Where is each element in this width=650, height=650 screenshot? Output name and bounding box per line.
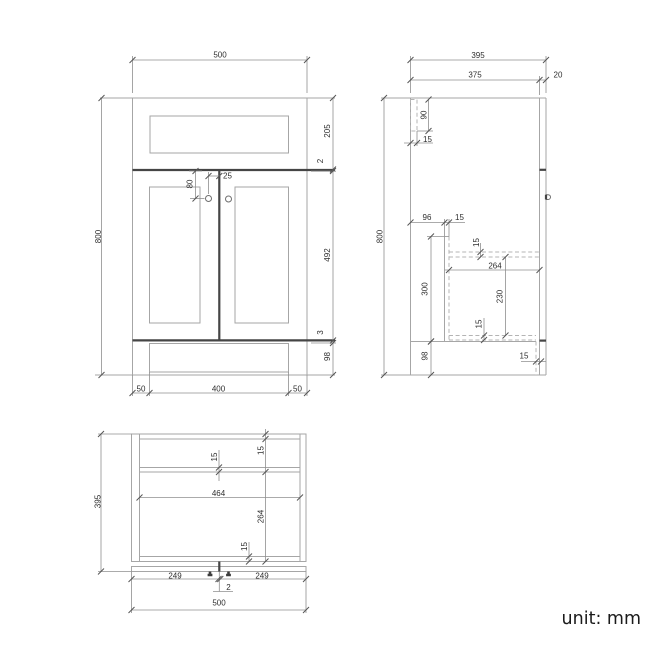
dim-rail-thickness: 15 [209,452,219,462]
dim-front-rail-thickness: 15 [239,542,249,551]
dim-back-rail-thickness: 15 [423,134,432,144]
dim-drawer-height: 205 [322,124,332,138]
front-view [94,50,336,396]
dim-back-rail-height: 90 [419,110,429,120]
dim-support-height: 300 [420,282,430,296]
dim-front-height: 800 [93,229,103,244]
dim-knob-drop: 80 [185,179,195,189]
plinth-panel [150,344,289,373]
dim-plan-door-gap: 2 [226,582,231,592]
dim-back-thickness: 15 [256,446,266,455]
plan-left-knob [208,572,213,577]
dim-support-offset: 96 [422,212,432,222]
dim-door-height: 492 [322,248,332,262]
right-door-panel [235,187,289,323]
back-rail-hidden [411,100,418,132]
side-view [375,51,563,378]
dim-support-thickness: 15 [455,212,464,222]
front-view-dimensions [94,50,336,396]
dim-plinth-height: 98 [322,352,332,361]
left-door-panel [150,187,201,323]
dim-plan-width: 500 [212,598,226,608]
dim-inner-depth: 264 [256,509,266,524]
right-door-knob [226,196,232,202]
dim-right-stile: 50 [293,384,302,394]
dim-left-stile: 50 [136,384,146,394]
dim-carcass-depth: 375 [468,70,482,80]
plan-view-dimensions [93,429,309,613]
dim-left-door-width: 249 [168,571,182,581]
dim-side-plinth-height: 98 [420,351,430,361]
dim-door-opening: 400 [211,384,226,394]
dim-side-depth: 395 [471,50,485,60]
dim-front-width: 500 [213,50,227,60]
plan-right-knob [226,572,231,577]
dim-knob-offset: 25 [223,171,232,181]
dim-plinth-recess: 15 [519,351,529,361]
dim-top-shelf-thickness: 15 [471,238,481,247]
dim-shelf-spacing: 230 [495,289,505,304]
dim-bottom-shelf-thickness: 15 [474,319,484,329]
dim-door-thickness: 20 [553,70,563,80]
drawer-panel [150,116,289,153]
plan-view [93,429,309,613]
dim-door-gap: 3 [315,330,325,335]
dim-plan-depth: 395 [93,494,103,509]
side-view-dimensions [375,51,563,378]
dim-right-door-width: 249 [255,571,269,581]
dim-shelf-depth: 264 [488,261,502,271]
left-door-knob [206,196,212,202]
dim-drawer-gap: 2 [315,158,325,164]
dim-side-height: 800 [375,229,385,244]
dim-inner-width: 464 [211,488,226,498]
unit-label: unit: mm [561,609,641,629]
